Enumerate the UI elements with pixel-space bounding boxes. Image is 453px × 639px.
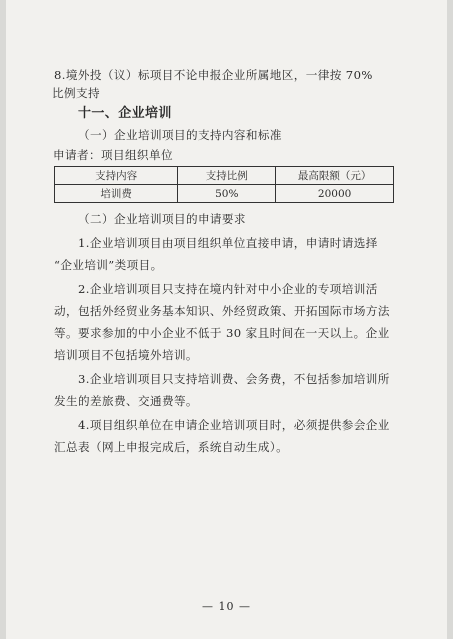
paragraph-line: 发生的差旅费、交通费等。 [54, 394, 198, 408]
paragraph-line: 汇总表（网上申报完成后，系统自动生成）。 [54, 440, 289, 454]
paragraph-line: 8.境外投（议）标项目不论申报企业所属地区，一律按 70% [54, 68, 373, 82]
document-page [6, 0, 447, 639]
paragraph-line: 1.企业培训项目由项目组织单位直接申请，申请时请选择 [78, 236, 378, 250]
applicant-line: 申请者：项目组织单位 [53, 148, 173, 162]
paragraph-line: 比例支持 [52, 86, 100, 100]
table-header-row [55, 167, 394, 185]
paragraph-line: 2.企业培训项目只支持在境内针对中小企业的专项培训活 [78, 282, 378, 296]
paragraph-line: 等。要求参加的中小企业不低于 30 家且时间在一天以上。企业 [54, 326, 390, 340]
section-heading: 十一、企业培训 [78, 106, 172, 121]
paragraph-line: 动，包括外经贸业务基本知识、外经贸政策、开拓国际市场方法 [54, 304, 390, 318]
paragraph-line: 培训项目不包括境外培训。 [54, 348, 198, 362]
table-cell: 20000 [276, 185, 394, 203]
table-header-cell: 支持比例 [178, 167, 276, 185]
paragraph-line: 3.企业培训项目只支持培训费、会务费，不包括参加培训所 [78, 372, 390, 386]
table-cell: 50% [178, 185, 276, 203]
page-number: — 10 — [202, 600, 251, 613]
support-table [54, 166, 394, 203]
subsection-heading: （二）企业培训项目的申请要求 [78, 212, 246, 226]
table-row [55, 185, 394, 203]
subsection-heading: （一）企业培训项目的支持内容和标准 [78, 128, 282, 142]
paragraph-line: “企业培训”类项目。 [54, 258, 163, 272]
table-header-cell: 最高限额（元） [276, 167, 394, 185]
paragraph-line: 4.项目组织单位在申请企业培训项目时，必须提供参会企业 [78, 418, 390, 432]
table-cell: 培训费 [55, 185, 178, 203]
table-header-cell: 支持内容 [55, 167, 178, 185]
